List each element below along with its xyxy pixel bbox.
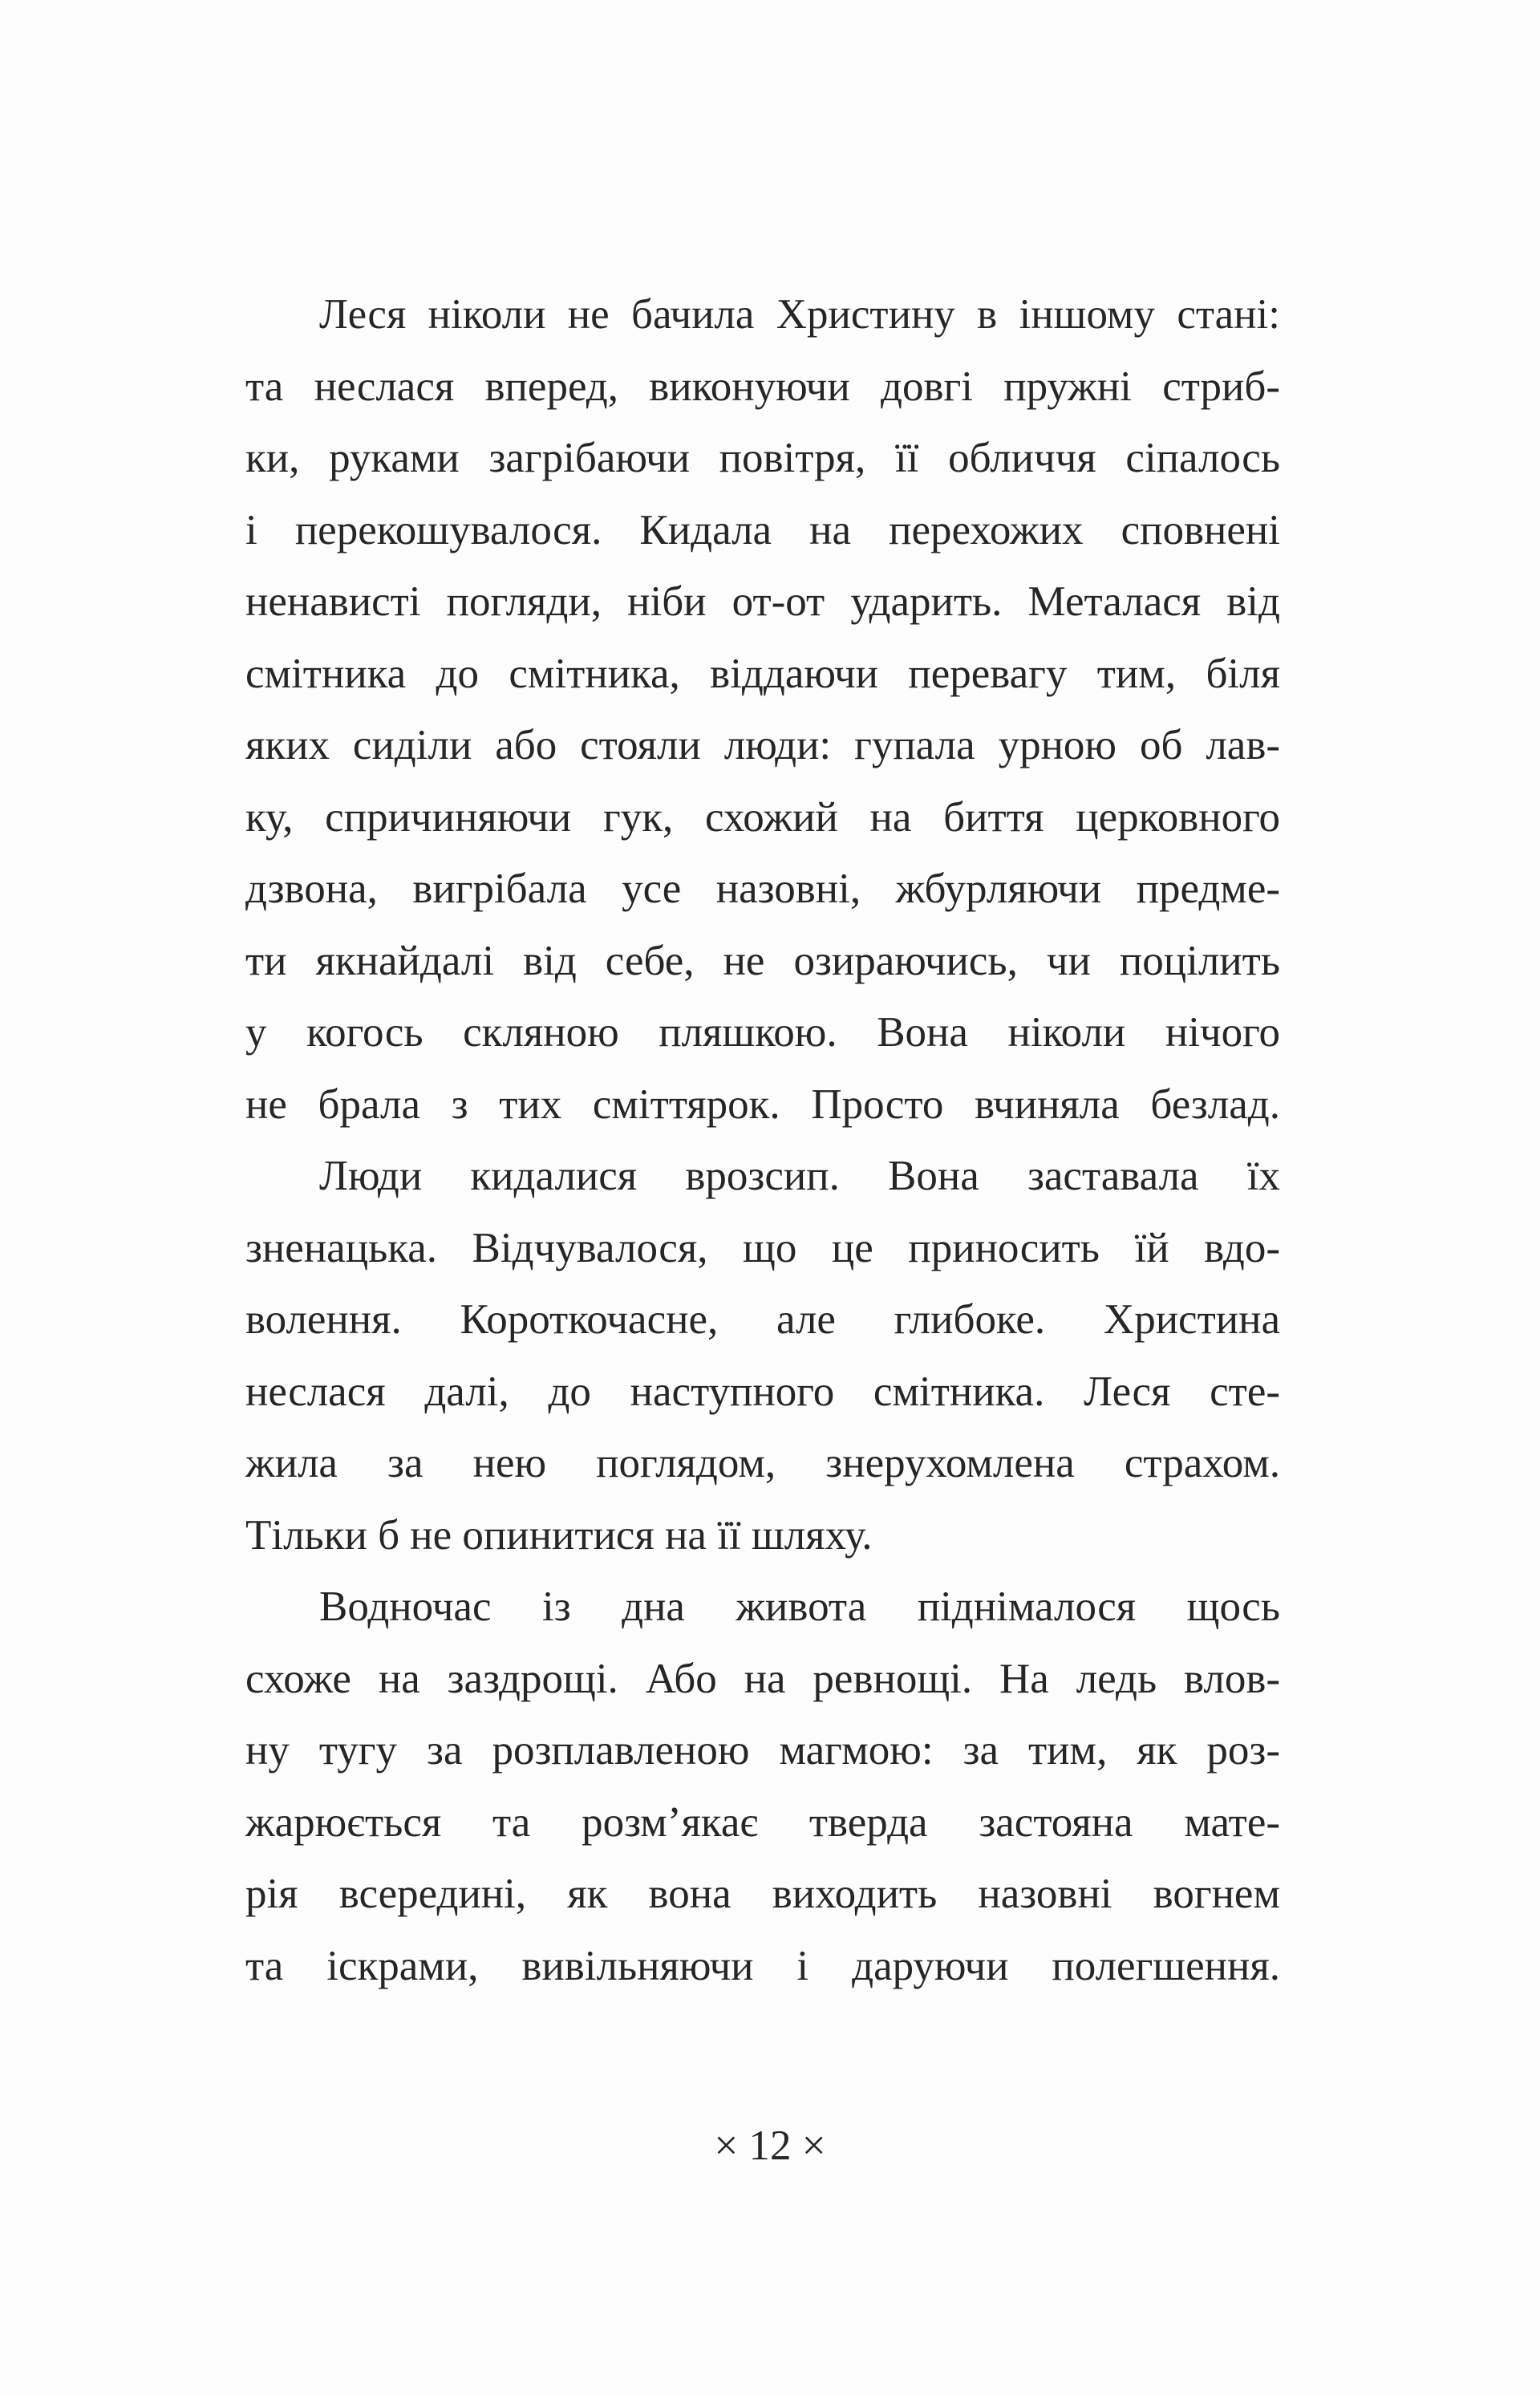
text-line: Люди кидалися врозсип. Вона заставала їх: [319, 1153, 1280, 1199]
text-line: неслася далі, до наступного смітника. Леся сте-: [245, 1368, 1280, 1415]
text-line: Тільки б не опинитися на її шляху.: [245, 1511, 873, 1559]
page-number: × 12 ×: [714, 2122, 826, 2169]
text-line: не брала з тих сміттярок. Просто вчиняла безлад.: [245, 1080, 1280, 1128]
text-line: у когось скляною пляшкою. Вона ніколи нічого: [245, 1009, 1280, 1056]
text-line: жила за нею поглядом, знерухомлена страхом.: [245, 1440, 1280, 1486]
text-line: та неслася вперед, виконуючи довгі пружні стриб-: [245, 363, 1280, 410]
text-line: жарюється та розм’якає тверда застояна мате-: [245, 1798, 1280, 1846]
text-line: смітника до смітника, віддаючи перевагу тим, біля: [245, 650, 1280, 697]
text-line: яких сиділи або стояли люди: гупала урною об лав-: [245, 722, 1280, 768]
text-line: ненависті погляди, ніби от-от ударить. Металася від: [245, 578, 1280, 625]
text-line: рія всередині, як вона виходить назовні вогнем: [245, 1871, 1280, 1917]
text-line: ки, руками загрібаючи повітря, її обличчя сіпалось: [245, 435, 1280, 481]
text-line: зненацька. Відчувалося, що це приносить їй вдо-: [245, 1224, 1280, 1271]
text-line: та іскрами, вивільняючи і даруючи полегшення.: [245, 1942, 1280, 1989]
text-line: ку, спричиняючи гук, схожий на биття церковного: [245, 793, 1280, 841]
text-line: Водночас із дна живота піднімалося щось: [319, 1583, 1280, 1630]
text-line: волення. Короткочасне, але глибоке. Христина: [245, 1296, 1280, 1343]
text-line: Леся ніколи не бачила Христину в іншому стані:: [319, 291, 1280, 338]
text-line: схоже на заздрощі. Або на ревнощі. На ледь влов-: [245, 1655, 1280, 1702]
text-line: і перекошувалося. Кидала на перехожих сповнені: [245, 506, 1280, 553]
body-text: [245, 279, 1280, 2002]
text-line: ти якнайдалі від себе, не озираючись, чи поцілить: [245, 937, 1280, 984]
text-line: дзвона, вигрібала усе назовні, жбурляючи предме-: [245, 866, 1280, 912]
text-line: ну тугу за розплавленою магмою: за тим, як роз-: [245, 1727, 1280, 1774]
